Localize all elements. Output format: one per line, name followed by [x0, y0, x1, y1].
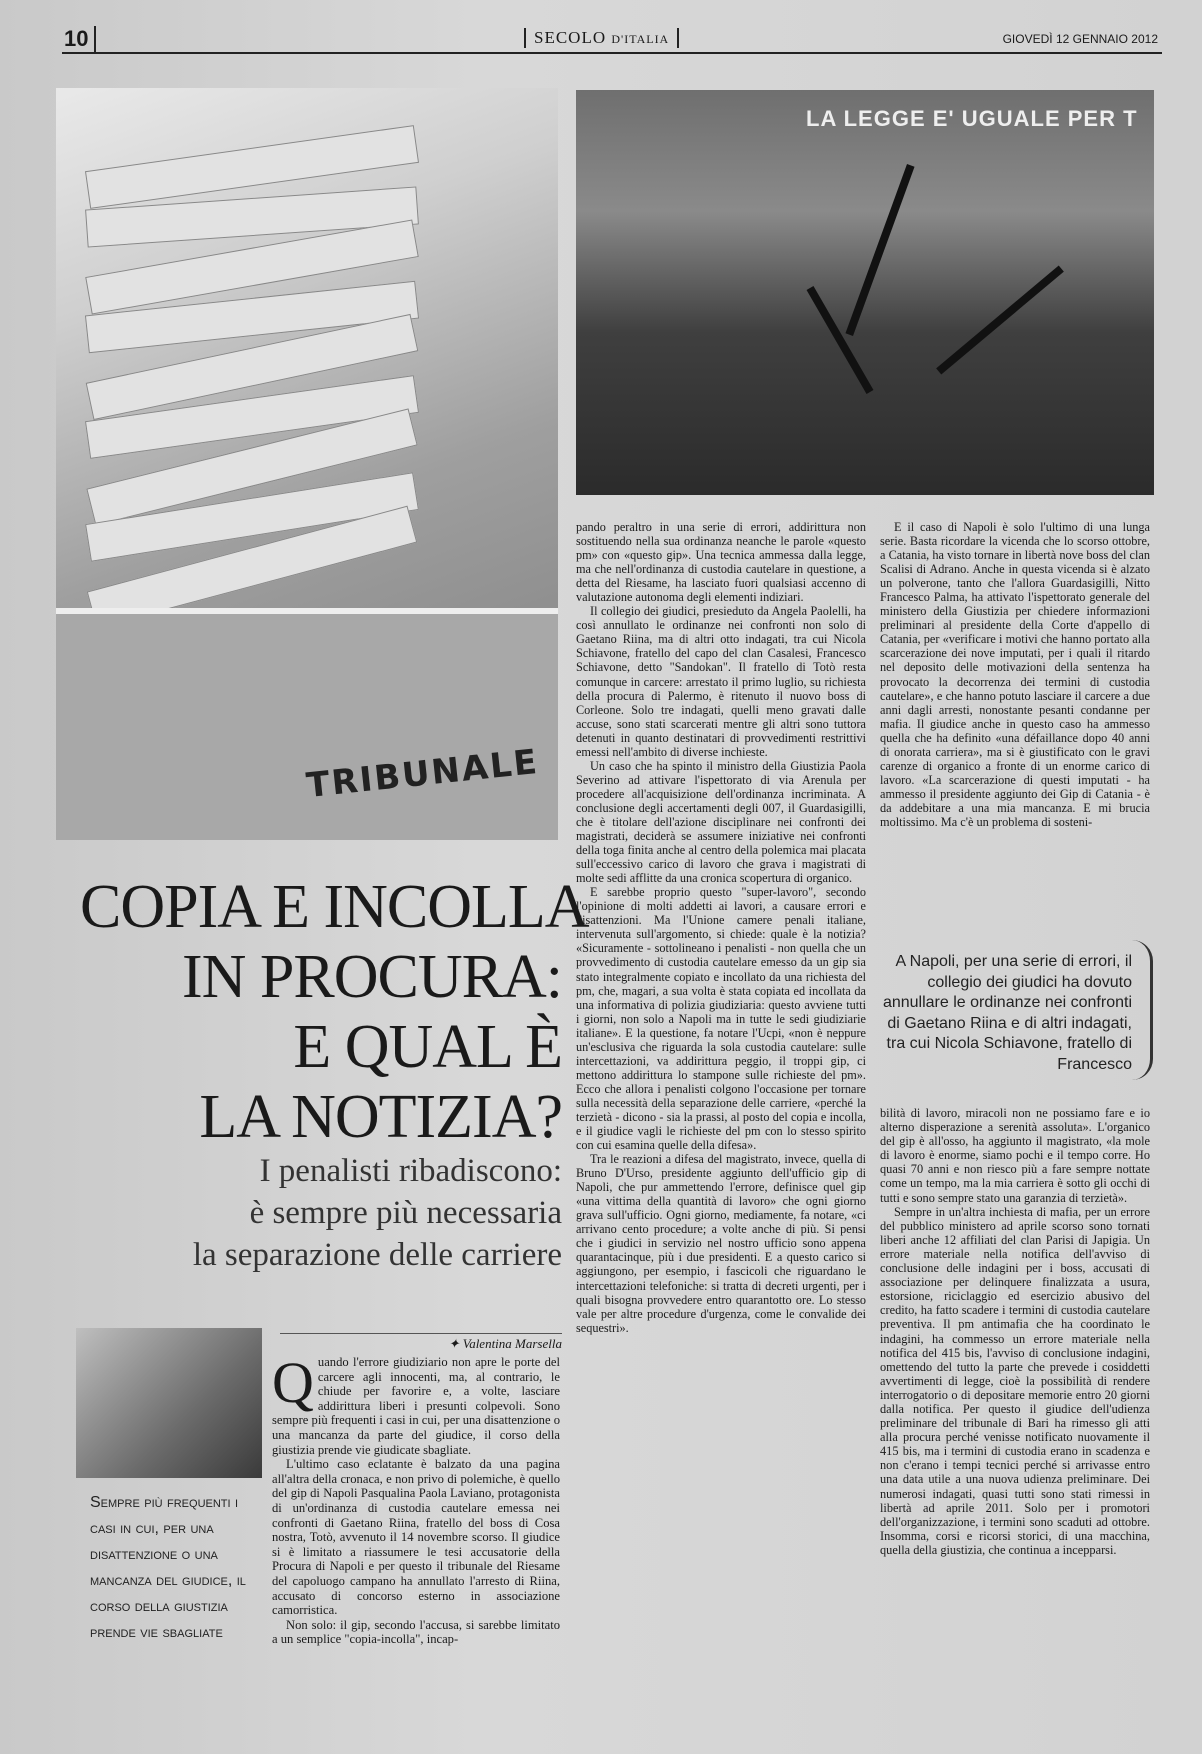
- paragraph: L'ultimo caso eclatante è balzato da una pagina all'altra della cronaca, e non privo di polemiche, è quello del gip di Napoli Pasqualina Paola Laviano, protagonista di un'ordinanza di custodia cautelare emessa nei confronti di Gaetano Riina, fratello del boss di Cosa nostra, Totò, avvenuto il 14 novembre scorso. Il giudice si è limitato a riassumere le tesi accusatorie della Procura di Napoli e per questo il tribunale del Riesame del capoluogo campano ha annullato l'arresto di Riina, accusato di concorso esterno in associazione camorristica.: [272, 1457, 560, 1618]
- drop-cap: Q: [272, 1350, 314, 1415]
- microphone: [936, 266, 1064, 375]
- photo-judges: [76, 1328, 262, 1478]
- paragraph: bilità di lavoro, miracoli non ne possiamo fare e io alterno disperazione a serenità assoluta». L'organico del gip è all'osso, ha aggiunto il magistrato, «la mole di lavoro è enorme, siamo pochi e il tempo corre. Ho quasi 70 anni e non riesco più a fare sempre nottate come un tempo, ma la mia carriera è sotto gli occhi di tutti e sono sempre stato una garanzia di terzietà».: [880, 1106, 1150, 1205]
- paragraph: Un caso che ha spinto il ministro della Giustizia Paola Severino ad attivare l'ispettorato di via Arenula per procedere all'acquisizione dell'ordinanza incriminata. A conclusione degli accertamenti degli 007, il Guardasigilli, che è titolare dell'azione disciplinare nei confronti dei magistrati, deciderà se assumere iniziative nei confronti della toga finita anche al centro della polemica mai placata sull'eccessivo carico di lavoro che grava i magistrati di molte sedi afflitte da una cronica scopertura di organico.: [576, 758, 866, 886]
- pull-quote-bracket: [1132, 940, 1153, 1080]
- paragraph: Tra le reazioni a difesa del magistrato, invece, quella di Bruno D'Urso, presidente aggiunto dell'ufficio gip di Napoli, che pur ammettendo l'errore, definisce quel gip «una vittima della quantità di lavoro» che ogni giorno grava sull'ufficio. Ogni giorno, mediamente, fa notare, «ci arrivano cento procedure; a volte anche di più. Si pensi che i giudici in servizio nel nostro ufficio sono appena quarantacinque, più i due presidenti. E a questo carico si aggiungono, per esempio, i fascicoli che riguardano le intercettazioni telefoniche: si tratta di decreti urgenti, per i quali bisogna provvedere entro quarantotto ore. Lo stesso vale per altre procedure d'urgenza, come le convalide dei sequestri».: [576, 1152, 866, 1335]
- headline: COPIA E INCOLLA IN PROCURA: E QUAL È LA NOTIZIA?: [80, 873, 589, 1151]
- paragraph: Sempre in un'altra inchiesta di mafia, per un errore del pubblico ministero ad aprile scorso sono tornati liberi anche 12 affiliati del clan Parisi di Japigia. Un errore materiale nella notifica dell'avviso di conclusione delle indagini per i boss, accusati di associazione per delinquere finalizzata a usura, estorsione, riciclaggio ed esercizio abusivo del credito, ha fatto scadere i termini di custodia cautelare preventiva. Il pm antimafia che ha coordinato le indagini, ha commesso un errore materiale nella notifica del 415 bis, l'avviso di conclusione indagini, omettendo del tutto la parte che prevede i cosiddetti avvertimenti di legge, cioè la possibilità di rendere interrogatorio o di depositare memorie entro 20 giorni dalla notifica. Per questo il giudice dell'udienza preliminare del tribunale di Bari ha rimesso gli atti alla procura perché venisse notificato nuovamente il 415 bis, ma i termini di custodia erano in scadenza e non c'erano i tempi tecnici perché si arrivasse entro una data utile a una nuova udienza preliminare. Dei numerosi indagati, quasi tutti sono stati rimessi in libertà ad aprile 2011. Solo per i promotori dell'organizzazione, i termini sono scaduti ad ottobre. Insomma, corsi e ricorsi storici, di una macchina, quella della giustizia, che continua a incepparsi.: [880, 1204, 1150, 1557]
- pull-quote: A Napoli, per una serie di errori, il collegio dei giudici ha dovuto annullare le ordinanze nei confronti di Gaetano Riina e di altri indagati, tra cui Nicola Schiavone, fratello di Francesco: [882, 953, 1132, 1073]
- article-column-1: Quando l'errore giudiziario non apre le porte del carcere agli innocenti, ma, al contrario, le chiude per favorire e, a volte, lasciare addirittura liberi i presunti colpevoli. Sono sempre più frequenti i casi in cui, per una disattenzione o una mancanza da parte del giudice, il corso della giustizia prende vie giudicate sbagliate. L'ultimo caso eclatante è balzato da una pagina all'altra della cronaca, e non privo di polemiche, è quello del gip di Napoli Pasqualina Paola Laviano, protagonista di un'ordinanza di custodia cautelare emessa nei confronti di Gaetano Riina, fratello del boss di Cosa nostra, Totò, avvenuto il 14 novembre scorso. Il giudice si è limitato a riassumere le tesi accusatorie della Procura di Napoli e per questo il tribunale del Riesame del capoluogo campano ha annullato l'arresto di Riina, accusato di concorso esterno in associazione camorristica. Non solo: il gip, secondo l'accusa, si sarebbe limitato a un semplice "copia-incolla", incap-: [272, 1350, 560, 1647]
- masthead: SECOLO D'ITALIA: [524, 28, 679, 48]
- issue-date: GIOVEDÌ 12 GENNAIO 2012: [1002, 32, 1158, 46]
- microphone: [845, 164, 914, 336]
- paragraph: E il caso di Napoli è solo l'ultimo di una lunga serie. Basta ricordare la vicenda che lo scorso ottobre, a Catania, ha visto tornare in libertà nove boss del clan Scalisi di Adrano. Anche in questa vicenda si è alzato un polverone, tanto che l'allora Guardasigilli, Nitto Francesco Palma, ha attivato l'ispettorato generale del ministero della Giustizia per chiedere informazioni preliminari al presidente della Corte d'appello di Catania, per «verificare i motivi che hanno portato alla scarcerazione dei nove imputati, per i quali il ritardo nel deposito delle motivazioni della sentenza ha provocato la decorrenza dei termini di custodia cautelare», e che hanno potuto lasciare il carcere a due anni dagli arresti, nonostante pesanti condanne per mafia. Il giudice anche in questo caso ha ammesso quella che ha definito «una défaillance dopo 40 anni di onorata carriera», ma si è giustificato con le gravi carenze di organico a fronte di un enorme carico di lavoro. «La scarcerazione di questi imputati - ha ammesso il presidente aggiunto dei Gip di Catania - è da addebitare a una mia mancanza. E mi brucia moltissimo. Ma c'è un problema di sosteni-: [880, 520, 1150, 829]
- paragraph: Il collegio dei giudici, presieduto da Angela Paolelli, ha così annullato le ordinanze nei confronti non solo di Gaetano Riina, ma di altri otto indagati, tra cui Nicola Schiavone, fratello del capo del clan Casalesi, Francesco Schiavone, detto "Sandokan". Il fratello di Totò resta comunque in carcere: arrestato il primo luglio, su richiesta della procura di Palermo, è ritenuto il nuovo boss di Corleone. Solo tre indagati, quelli meno gravati dalle accuse, sono stati scarcerati mentre gli altri sono tuttora detenuti in quanto destinatari di provvedimenti restrittivi emessi nell'ambito di diverse inchieste.: [576, 604, 866, 759]
- page-number: 10: [64, 26, 96, 52]
- cart-label: TRIBUNALE: [304, 741, 541, 807]
- article-column-2: [576, 520, 866, 1335]
- paragraph: Non solo: il gip, secondo l'accusa, si sarebbe limitato a un semplice "copia-incolla", incap-: [272, 1617, 560, 1647]
- cart: [56, 608, 558, 840]
- paragraph: pando peraltro in una serie di errori, addirittura non sostituendo nella sua ordinanza neanche le parole «questo pm» con «questo gip». Una tecnica ammessa dalla legge, ma che nell'ordinanza di custodia cautelare in questione, a detta del Riesame, ha lasciato fuori qualsiasi accenno di valutazione autonoma degli elementi indiziari.: [576, 520, 866, 605]
- photo-court-files: [56, 88, 558, 840]
- subheadline: I penalisti ribadiscono: è sempre più necessaria la separazione delle carriere: [192, 1153, 562, 1273]
- courtroom-banner: LA LEGGE E' UGUALE PER T: [806, 106, 1138, 131]
- paragraph: E sarebbe proprio questo "super-lavoro", secondo l'opinione di molti addetti ai lavori, a causare errori e disattenzioni. Ma l'Unione camere penali italiane, intervenuta sull'argomento, si chiede: quale è la notizia? «Sicuramente - sottolineano i penalisti - non quella che un provvedimento di custodia cautelare emesso da un gip sia stato integralmente copiato e incollato da una richiesta del pm, che, magari, a sua volta è stata copiata ed incollata da una informativa di polizia giudiziaria: questo avviene tutti i giorni, non solo a Napoli ma in tutte le sedi giudiziarie italiane». E la questione, fa notare l'Ucpi, «non è neppure un'esclusiva che riguarda la sola custodia cautelare: sulle intercettazioni, va addirittura peggio, il troppi gip, ci mettono addirittura lo stampone sulle richieste del pm». Ecco che allora i penalisti colgono l'occasione per tornare sulla necessità della separazione delle carriere, «perché la terzietà - dicono - sia la prassi, al posto del copia e incolla, e il giudice vagli le richieste del pm con lo stesso spirito con cui esamina quelle della difesa».: [576, 885, 866, 1153]
- photo-courtroom: [576, 90, 1154, 495]
- folders-stack: [86, 128, 416, 608]
- page-header: [62, 22, 1162, 54]
- article-column-3-bottom: [880, 1106, 1150, 1557]
- photo-caption: Sempre più frequenti i casi in cui, per una disattenzione o una mancanza del giudice, il corso della giustizia prende vie sbagliate: [90, 1494, 246, 1641]
- article-column-3-top: [880, 520, 1150, 829]
- byline: ✦ Valentina Marsella: [280, 1333, 562, 1352]
- masthead-sub: D'ITALIA: [611, 32, 670, 46]
